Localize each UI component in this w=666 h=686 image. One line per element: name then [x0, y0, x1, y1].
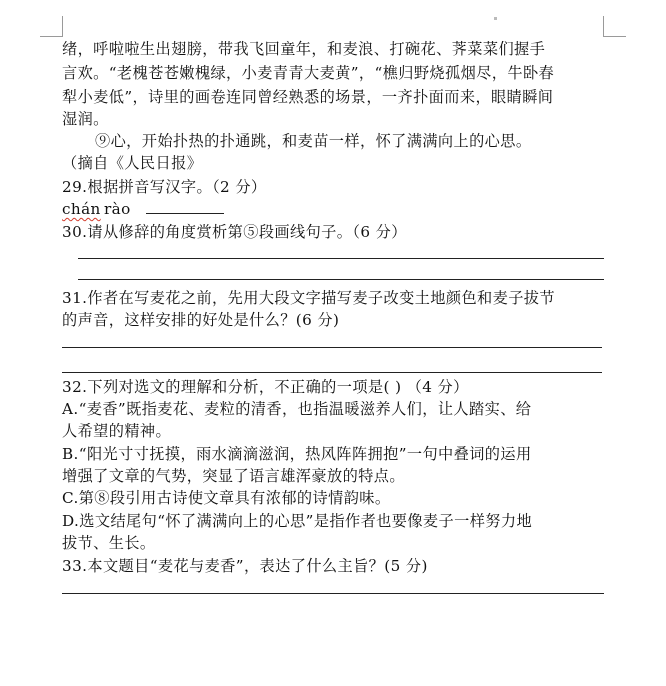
- option-a-line-2: 人希望的精神。: [62, 422, 172, 440]
- passage-line: 言欢。“老槐苍苍嫩槐绿，小麦青青大麦黄”，“樵归野烧孤烟尽，牛卧春: [62, 64, 555, 82]
- passage-line: 湿润。: [62, 110, 109, 128]
- answer-line[interactable]: [62, 347, 602, 348]
- page-corner-mark-top-right: [603, 16, 626, 37]
- question-30: 30.请从修辞的角度赏析第⑤段画线句子。（6 分）: [62, 223, 407, 241]
- pinyin-rao: rào: [104, 200, 131, 218]
- passage-line: 犁小麦低”，诗里的画卷连同曾经熟悉的场景，一齐扑面而来，眼睛瞬间: [62, 88, 554, 106]
- option-d-line-1: D.选文结尾句“怀了满满向上的心思”是指作者也要像麦子一样努力地: [62, 512, 533, 530]
- decorative-dot: [494, 17, 497, 20]
- source-citation: （摘自《人民日报》: [62, 154, 203, 172]
- question-33: 33.本文题目“麦花与麦香”，表达了什么主旨？(5 分): [62, 557, 428, 575]
- answer-line[interactable]: [78, 279, 604, 280]
- pinyin-chan: chán: [62, 200, 101, 218]
- pinyin-row: [62, 198, 622, 220]
- option-c: C.第⑧段引用古诗使文章具有浓郁的诗情韵味。: [62, 489, 391, 507]
- page-corner-mark-top-left: [40, 16, 63, 37]
- answer-blank[interactable]: [146, 199, 224, 214]
- question-31-line-1: 31.作者在写麦花之前，先用大段文字描写麦子改变土地颜色和麦子拔节: [62, 289, 555, 307]
- answer-line[interactable]: [62, 593, 604, 594]
- question-32-stem: 32.下列对选文的理解和分析，不正确的一项是( ) （4 分）: [62, 378, 469, 396]
- option-d-line-2: 拔节、生长。: [62, 534, 156, 552]
- question-31-line-2: 的声音，这样安排的好处是什么？(6 分): [62, 311, 340, 329]
- passage-line: ⑨心，开始扑热的扑通跳，和麦苗一样，怀了满满向上的心思。: [95, 132, 532, 150]
- passage-line: 绪，呼啦啦生出翅膀，带我飞回童年，和麦浪、打碗花、荠菜菜们握手: [62, 40, 546, 58]
- option-a-line-1: A.“麦香”既指麦花、麦粒的清香，也指温暖滋养人们，让人踏实、给: [62, 400, 532, 418]
- question-29: 29.根据拼音写汉字。（2 分）: [62, 178, 267, 196]
- answer-line[interactable]: [78, 258, 604, 259]
- answer-line[interactable]: [62, 372, 602, 373]
- option-b-line-1: B.“阳光寸寸抚摸，雨水滴滴滋润，热风阵阵拥抱”一句中叠词的运用: [62, 445, 532, 463]
- option-b-line-2: 增强了文章的气势，突显了语言雄浑豪放的特点。: [62, 467, 405, 485]
